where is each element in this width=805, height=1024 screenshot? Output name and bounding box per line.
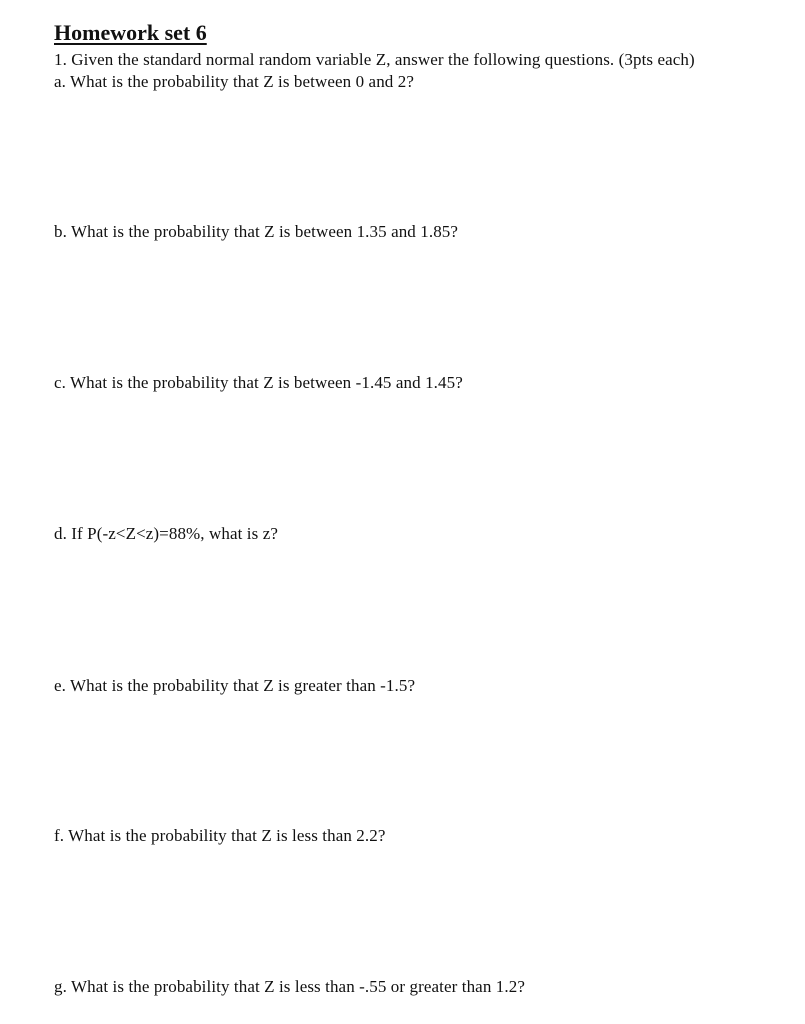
question-c: c. What is the probability that Z is between -1.45 and 1.45? [54, 373, 463, 392]
question-d: d. If P(-z<Z<z)=88%, what is z? [54, 524, 278, 543]
question-g: g. What is the probability that Z is less than -.55 or greater than 1.2? [54, 977, 525, 996]
question-e: e. What is the probability that Z is greater than -1.5? [54, 676, 416, 695]
problem-intro: 1. Given the standard normal random variable Z, answer the following questions. (3pts each) [54, 50, 695, 69]
question-f: f. What is the probability that Z is less than 2.2? [54, 826, 386, 845]
question-a: a. What is the probability that Z is between 0 and 2? [54, 72, 415, 91]
page-title: Homework set 6 [54, 20, 207, 45]
question-b: b. What is the probability that Z is between 1.35 and 1.85? [54, 222, 459, 241]
